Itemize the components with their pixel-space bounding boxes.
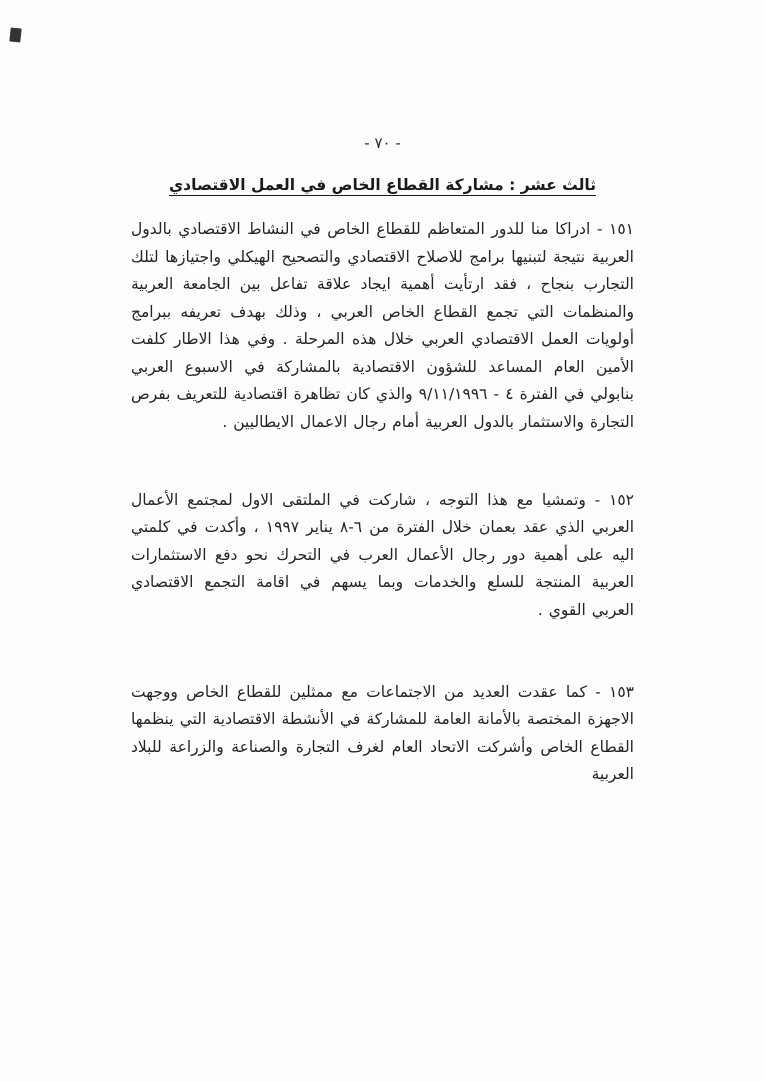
paragraph-153 (131, 679, 634, 789)
scan-artifact (9, 27, 21, 42)
section-heading: ثالث عشر : مشاركة القطاع الخاص في العمل الاقتصادي (168, 176, 597, 194)
paragraph-152 (131, 487, 634, 625)
page-content (131, 134, 634, 839)
paragraph-text: ادراكا منا للدور المتعاظم للقطاع الخاص في النشاط الاقتصادي بالدول العربية نتيجة لتبنيها برامج للاصلاح الاقتصادي والتصحيح الهيكلي واجتيازها لتلك التجارب بنجاح ، فقد ارتأيت أهمية ايجاد علاقة تفاعل بين الجامعة العربية والمنظمات التي تجمع القطاع الخاص العربي ، وذلك بهدف تعريفه ببرامج أولويات العمل الاقتصادي العربي خلال هذه المرحلة . وفي هذا الاطار كلفت الأمين العام المساعد للشؤون الاقتصادية بالمشاركة في الاسبوع العربي بنابولي في الفترة ٤ - ٩/١١/١٩٩٦ والذي كان تظاهرة اقتصادية للتعريف بفرص التجارة والاستثمار بالدول العربية أمام رجال الاعمال الايطاليين . (131, 220, 634, 432)
page-number: - ٧٠ - (364, 134, 401, 152)
paragraph-151 (131, 216, 634, 437)
paragraph-number: ١٥١ - (596, 220, 634, 238)
paragraph-text: كما عقدت العديد من الاجتماعات مع ممثلين للقطاع الخاص ووجهت الاجهزة المختصة بالأمانة العامة للمشاركة في الأنشطة الاقتصادية التي ينظمها القطاع الخاص وأشركت الاتحاد العام لغرف التجارة والصناعة والزراعة للبلاد العربية (131, 682, 634, 784)
paragraph-number: ١٥٣ - (595, 682, 634, 701)
paragraph-number: ١٥٢ - (594, 490, 634, 509)
paragraph-text: وتمشيا مع هذا التوجه ، شاركت في الملتقى الاول لمجتمع الأعمال العربي الذي عقد بعمان خلال الفترة من ٦-٨ يناير ١٩٩٧ ، وأكدت في كلمتي اليه على أهمية دور رجال الأعمال العرب في التحرك نحو دفع الاستثمارات العربية المنتجة للسلع والخدمات وبما يسهم في اقامة التجمع الاقتصادي العربي القوي . (131, 490, 634, 619)
